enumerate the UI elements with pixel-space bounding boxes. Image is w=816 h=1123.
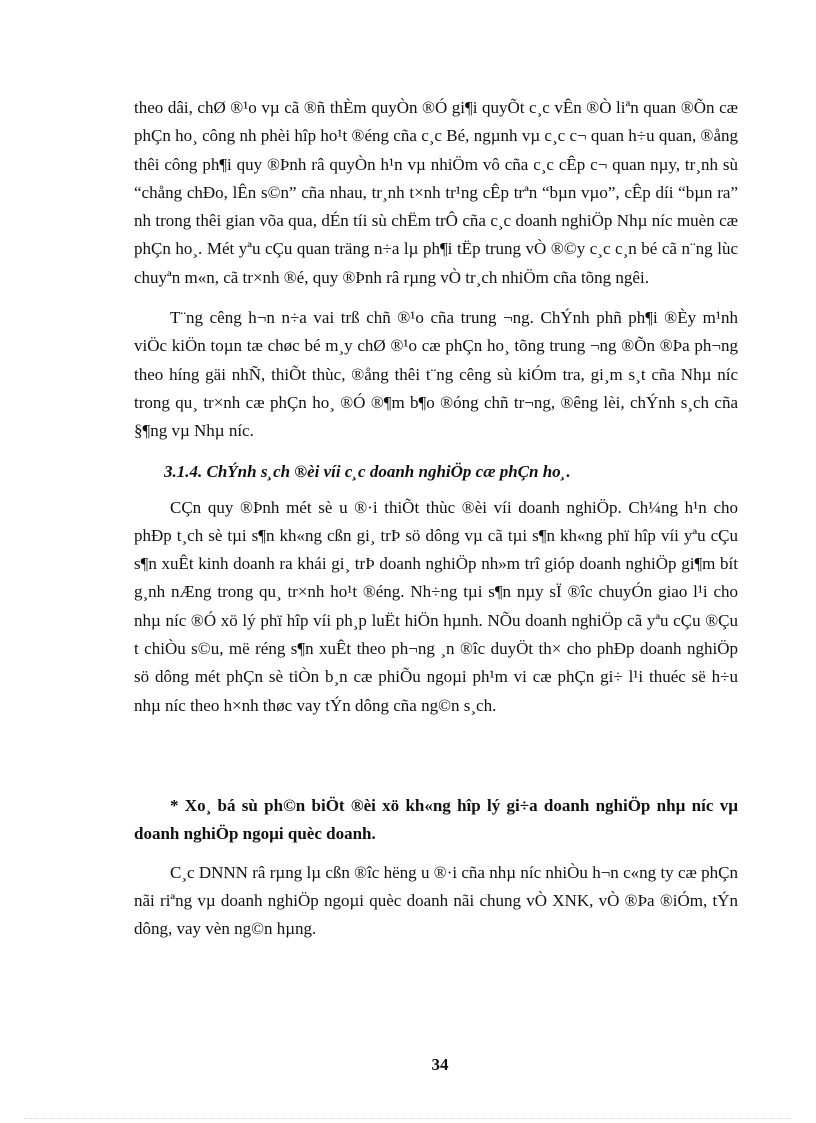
bullet-heading: * Xo¸ bá sù ph©n biÖt ®èi xö kh«ng hîp lý gi÷a doanh nghiÖp nhµ níc vµ doanh nghiÖp ngoµi quèc doanh. [134, 795, 738, 844]
paragraph-central-role: T¨ng cêng h¬n n÷a vai trß chñ ®¹o cña trung ¬ng. ChÝnh phñ ph¶i ®Èy m¹nh viÖc kiÖn toµn tæ chøc bé m¸y chØ ®¹o cæ phÇn ho¸ tõng trung ¬ng ®Õn ®Þa ph¬ng theo híng gäi nhÑ, thiÕt thùc, ®ång thêi t¨ng cêng sù kiÓm tra, gi¸m s¸t cña Nhµ níc trong qu¸ tr×nh cæ phÇn ho¸ ®Ó ®¶m b¶o ®óng chñ tr¬ng, ®êng lèi, chÝnh s¸ch cña §¶ng vµ Nhµ níc. [134, 308, 738, 441]
section-heading: 3.1.4. ChÝnh s¸ch ®èi víi c¸c doanh nghiÖp cæ phÇn ho¸. [164, 461, 571, 481]
paragraph-dnnn: C¸c DNNN râ rµng lµ cßn ®îc hëng u ®·i cña nhµ níc nhiÒu h¬n c«ng ty cæ phÇn nãi riªng vµ doanh nghiÖp ngoµi quèc doanh nãi chung vÒ XNK, vÒ ®Þa ®iÓm, tÝn dông, vay vèn ng©n hµng. [134, 862, 738, 939]
page-number: 34 [431, 1055, 449, 1074]
paragraph-continuation: theo dâi, chØ ®¹o vµ cã ®ñ thÈm quyÒn ®Ó gi¶i quyÕt c¸c vÊn ®Ò liªn quan ®Õn cæ phÇn ho¸ công nh phèi hîp ho¹t ®éng cña c¸c Bé, ngµnh vµ c¸c c¬ quan h÷u quan, ®ång thêi công ph¶i quy ®Þnh râ quyÒn h¹n vµ nhiÖm vô cña c¸c cÊp c¬ quan nµy, tr¸nh sù “chång chÐo, lÊn s©n” cña nhau, tr¸nh t×nh tr¹ng cÊp trªn “bµn vµo”, cÊp díi “bµn ra” nh trong thêi gian võa qua, dÉn tíi sù chËm trÔ cña c¸c doanh nghiÖp Nhµ níc muèn cæ phÇn ho¸. Mét yªu cÇu quan träng n÷a lµ ph¶i tËp trung vÒ ®©y c¸c c¸n bé cã n¨ng lùc chuyªn m«n, cã tr×nh ®é, quy ®Þnh râ rµng vÒ tr¸ch nhiÖm cña tõng ngêi. [134, 98, 738, 287]
document-body [134, 94, 738, 955]
footer-divider [24, 1118, 792, 1119]
paragraph-incentives: CÇn quy ®Þnh mét sè u ®·i thiÕt thùc ®èi víi doanh nghiÖp. Ch¼ng h¹n cho phÐp t¸ch sè tµi s¶n kh«ng cßn gi¸ trÞ sö dông vµ cã tµi s¶n kh«ng phï hîp víi yªu cÇu s¶n xuÊt kinh doanh ra khái gi¸ trÞ doanh nghiÖp nh»m trî gióp doanh nghiÖp gi¶m bít g¸nh nÆng trong qu¸ tr×nh ho¹t ®éng. Nh÷ng tµi s¶n nµy sÏ ®îc chuyÓn giao l¹i cho nhµ níc ®Ó xö lý phï hîp víi ph¸p luËt hiÖn hµnh. NÕu doanh nghiÖp cã yªu cÇu ®Çu t chiÒu s©u, më réng s¶n xuÊt theo ph¬ng ¸n ®îc duyÖt th× cho phÐp doanh nghiÖp sö dông mét phÇn sè tiÒn b¸n cæ phiÕu ngoµi ph¹m vi cæ phÇn gi÷ l¹i thuéc së h÷u nhµ níc theo h×nh thøc vay tÝn dông cña ng©n s¸ch. [134, 497, 738, 715]
